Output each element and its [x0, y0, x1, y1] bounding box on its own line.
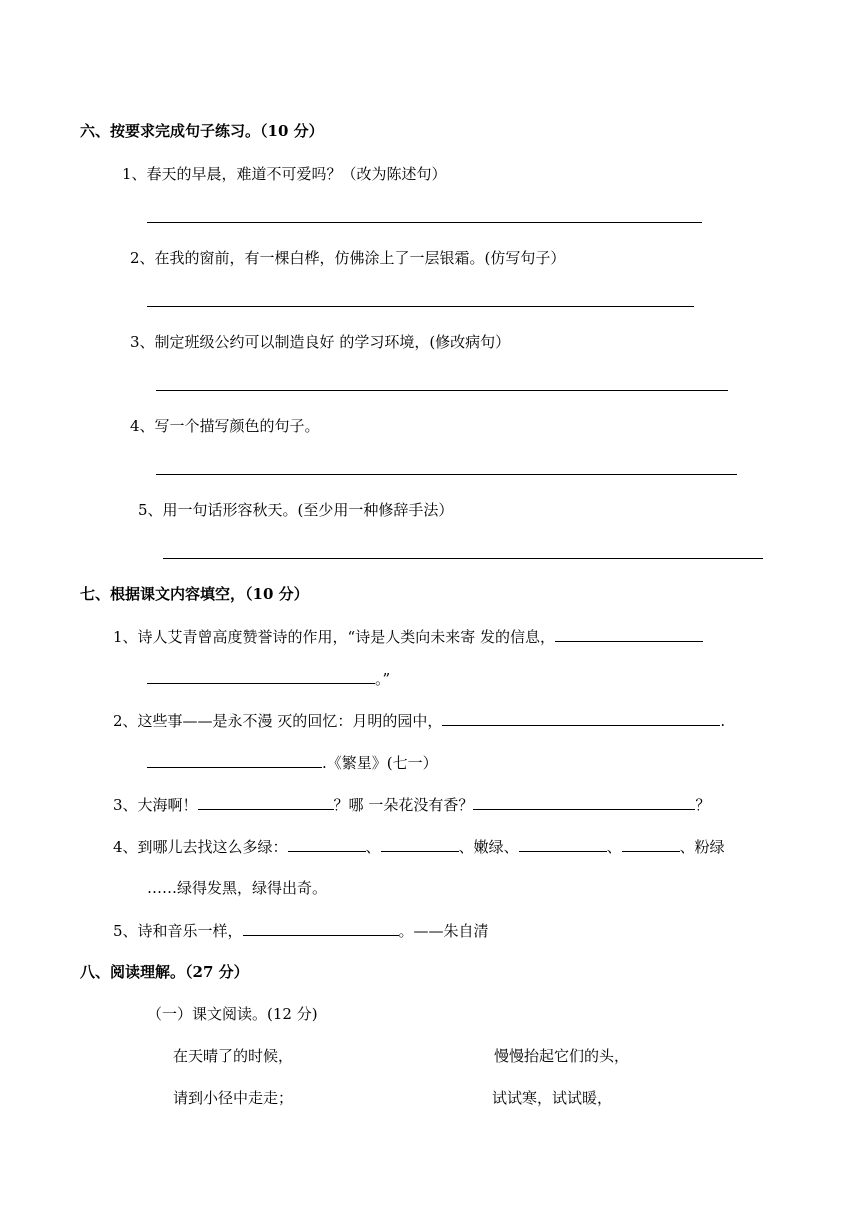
blank-7-2-a[interactable] [442, 710, 720, 726]
answer-line-6-3[interactable] [156, 390, 728, 391]
question-7-3 [113, 794, 710, 815]
question-7-5-end: 。——朱自清 [398, 922, 489, 940]
question-6-5: 5、用一句话形容秋天。(至少用一种修辞手法） [138, 501, 454, 519]
poem-left-line-2: 请到小径中走走； [173, 1089, 294, 1107]
question-7-2 [113, 710, 725, 731]
question-7-4-cont: ……绿得发黑，绿得出奇。 [147, 879, 328, 897]
poem-right-line-2: 试试寒，试试暖， [492, 1089, 613, 1107]
blank-7-1-b[interactable] [147, 668, 375, 684]
separator: 、 [606, 838, 622, 856]
blank-7-5[interactable] [243, 920, 399, 936]
question-7-5-text: 5、诗和音乐一样， [113, 922, 243, 940]
question-7-2-dot: . [720, 712, 726, 730]
question-7-3-text: 3、大海啊！ [113, 796, 198, 814]
answer-line-6-4[interactable] [156, 474, 737, 475]
question-7-4 [113, 836, 725, 857]
blank-7-4-d[interactable] [622, 836, 680, 852]
question-7-3-end: ？ [695, 796, 711, 814]
blank-7-4-b[interactable] [381, 836, 459, 852]
blank-7-4-c[interactable] [519, 836, 607, 852]
blank-7-3-a[interactable] [198, 794, 334, 810]
question-6-3: 3、制定班级公约可以制造良好 的学习环境，(修改病句） [130, 333, 511, 351]
question-7-2-source: .《繁星》(七一） [322, 754, 438, 772]
answer-line-6-1[interactable] [147, 222, 702, 223]
answer-line-6-5[interactable] [163, 558, 763, 559]
question-7-2-text: 2、这些事——是永不漫 灭的回忆：月明的园中， [113, 712, 443, 730]
blank-7-3-b[interactable] [473, 794, 695, 810]
question-7-4-mid: 、嫩绿、 [458, 838, 519, 856]
answer-line-6-2[interactable] [147, 306, 694, 307]
section6-heading: 六、按要求完成句子练习。（10 分） [80, 122, 324, 140]
question-7-5 [113, 920, 489, 941]
blank-7-4-a[interactable] [288, 836, 366, 852]
section7-heading: 七、根据课文内容填空，（10 分） [80, 585, 309, 603]
subsection-8-1: （一）课文阅读。(12 分) [147, 1005, 318, 1023]
question-7-1-cont [147, 668, 390, 689]
question-7-3-mid: ？哪 一朵花没有香？ [333, 796, 474, 814]
poem-right-line-1: 慢慢抬起它们的头， [494, 1047, 630, 1065]
question-7-4-end: 、粉绿 [679, 838, 725, 856]
question-7-1-end: 。” [375, 670, 391, 688]
section8-heading: 八、阅读理解。（27 分） [80, 963, 249, 981]
poem-left-line-1: 在天晴了的时候， [173, 1047, 294, 1065]
question-6-1: 1、春天的早晨，难道不可爱吗？（改为陈述句） [122, 165, 447, 183]
question-7-4-text: 4、到哪儿去找这么多绿： [113, 838, 288, 856]
question-6-2: 2、在我的窗前，有一棵白桦，仿佛涂上了一层银霜。(仿写句子） [130, 249, 566, 267]
blank-7-2-b[interactable] [147, 752, 322, 768]
question-6-4: 4、写一个描写颜色的句子。 [130, 417, 320, 435]
question-7-1 [113, 626, 703, 647]
question-7-1-text: 1、诗人艾青曾高度赞誉诗的作用，“诗是人类向未来寄 发的信息， [113, 628, 555, 646]
question-7-2-cont [147, 752, 438, 773]
blank-7-1-a[interactable] [555, 626, 703, 642]
separator: 、 [365, 838, 381, 856]
